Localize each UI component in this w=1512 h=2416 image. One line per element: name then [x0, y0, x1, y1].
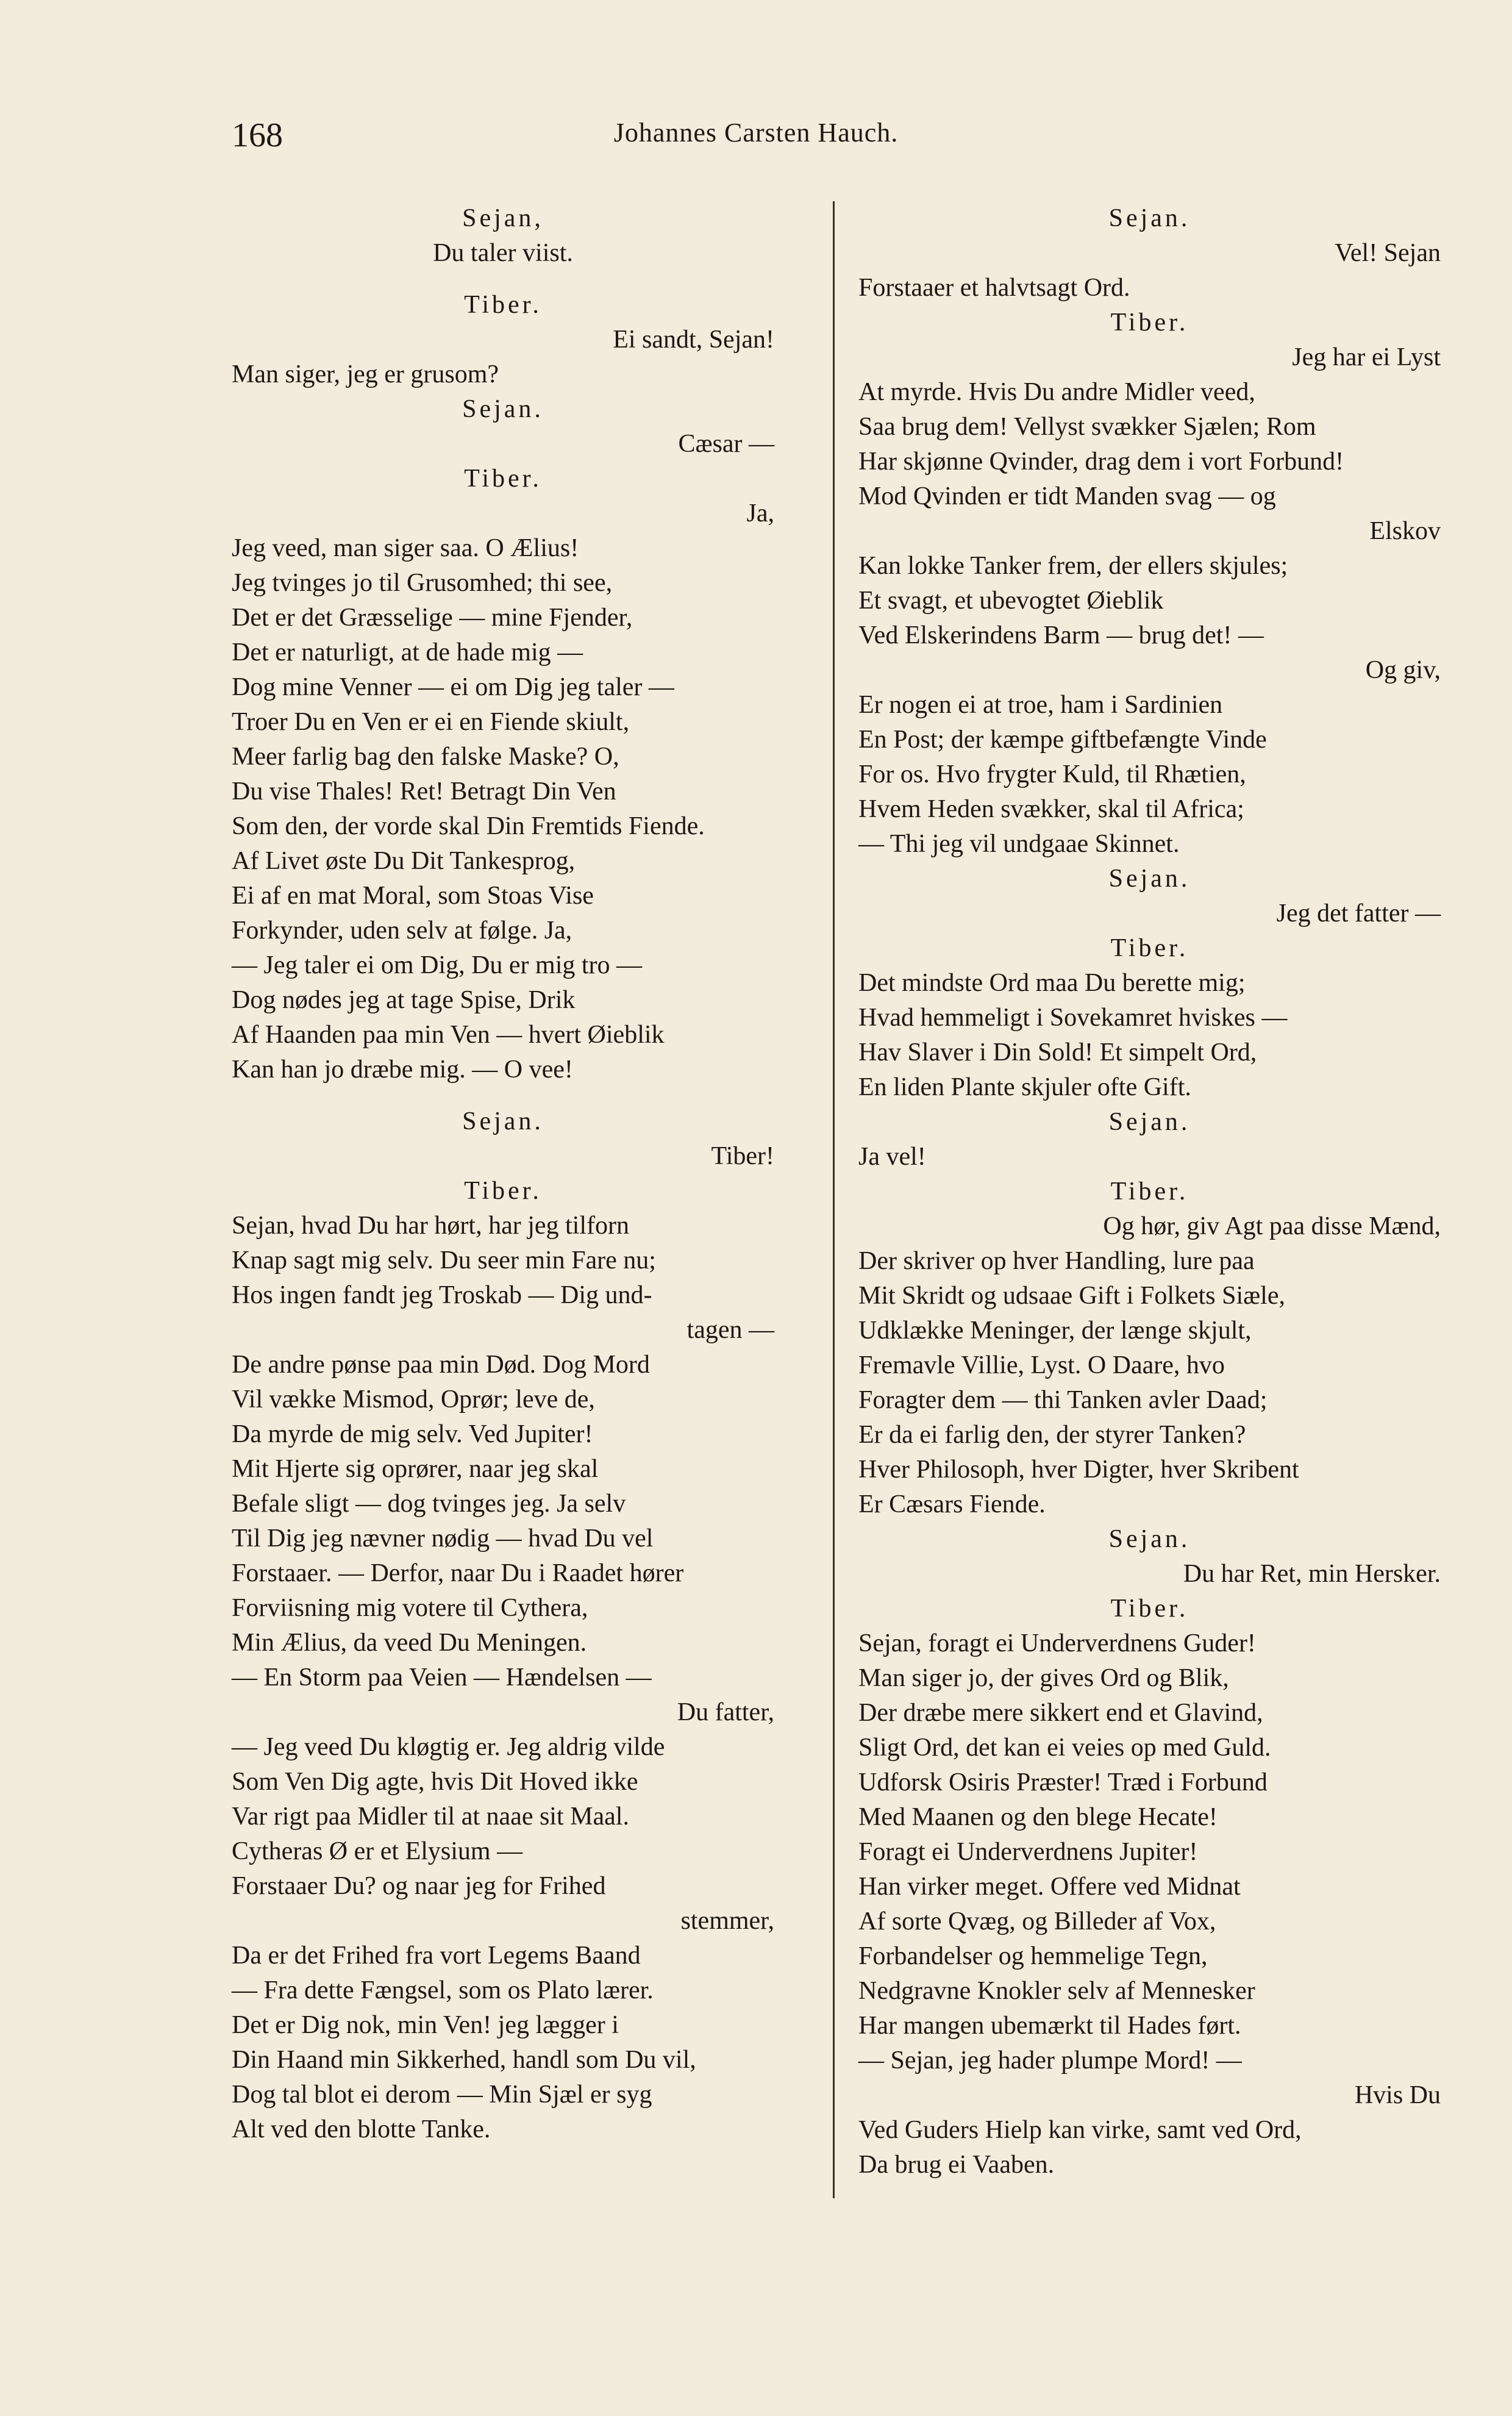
- verse-line: Jeg det fatter —: [1276, 899, 1441, 927]
- speaker-name: Sejan.: [1108, 204, 1191, 232]
- verse-line: Det er naturligt, at de hade mig —: [232, 638, 583, 667]
- verse-line: — Jeg veed Du kløgtig er. Jeg aldrig vilde: [232, 1733, 665, 1761]
- verse-line: Som den, der vorde skal Din Fremtids Fiende.: [232, 812, 705, 840]
- verse-line: Ei af en mat Moral, som Stoas Vise: [232, 882, 594, 910]
- verse-line: Da er det Frihed fra vort Legems Baand: [232, 1942, 641, 1970]
- speaker-name: Tiber.: [1110, 1178, 1189, 1206]
- verse-line: Forbandelser og hemmelige Tegn,: [858, 1942, 1208, 1970]
- verse-line: Knap sagt mig selv. Du seer min Fare nu;: [232, 1246, 656, 1274]
- verse-line: Med Maanen og den blege Hecate!: [858, 1803, 1218, 1831]
- verse-line: tagen —: [686, 1316, 774, 1344]
- verse-line: Saa brug dem! Vellyst svækker Sjælen; Rom: [858, 413, 1316, 441]
- verse-line: Dog tal blot ei derom — Min Sjæl er syg: [232, 2081, 652, 2109]
- speaker-name: Tiber.: [464, 291, 542, 319]
- verse-line: Af Livet øste Du Dit Tankesprog,: [232, 847, 576, 875]
- verse-line: Hos ingen fandt jeg Troskab — Dig und-: [232, 1281, 652, 1309]
- speaker-name: Sejan.: [1108, 865, 1191, 893]
- verse-line: Man siger jo, der gives Ord og Blik,: [858, 1664, 1229, 1692]
- verse-line: Udforsk Osiris Præster! Træd i Forbund: [858, 1768, 1268, 1796]
- verse-line: Ja,: [746, 499, 774, 527]
- verse-line: For os. Hvo frygter Kuld, til Rhætien,: [858, 760, 1246, 788]
- verse-line: Mit Hjerte sig oprører, naar jeg skal: [232, 1455, 599, 1483]
- verse-line: Har skjønne Qvinder, drag dem i vort Forbund!: [858, 448, 1344, 476]
- verse-line: Han virker meget. Offere ved Midnat: [858, 1873, 1241, 1901]
- verse-line: Da myrde de mig selv. Ved Jupiter!: [232, 1420, 593, 1448]
- verse-line: Er da ei farlig den, der styrer Tanken?: [858, 1421, 1246, 1449]
- verse-line: Udklække Meninger, der længe skjult,: [858, 1317, 1252, 1345]
- verse-line: Da brug ei Vaaben.: [858, 2151, 1055, 2179]
- speaker-name: Sejan.: [1108, 1525, 1191, 1553]
- running-head: Johannes Carsten Hauch.: [613, 118, 899, 148]
- verse-line: Og giv,: [1365, 656, 1441, 684]
- verse-line: — Thi jeg vil undgaae Skinnet.: [858, 830, 1180, 858]
- verse-line: Min Ælius, da veed Du Meningen.: [232, 1629, 587, 1657]
- speaker-name: Tiber.: [1110, 309, 1189, 337]
- verse-line: Af Haanden paa min Ven — hvert Øieblik: [232, 1021, 665, 1049]
- speaker-name: Sejan.: [462, 395, 544, 423]
- speaker-name: Sejan.: [1108, 1108, 1191, 1136]
- verse-line: — Jeg taler ei om Dig, Du er mig tro —: [232, 951, 643, 979]
- speaker-name: Sejan,: [462, 204, 544, 232]
- verse-line: Det er Dig nok, min Ven! jeg lægger i: [232, 2011, 619, 2039]
- speaker-name: Tiber.: [1110, 1595, 1189, 1623]
- verse-line: Og hør, giv Agt paa disse Mænd,: [1103, 1212, 1441, 1240]
- verse-line: Der dræbe mere sikkert end et Glavind,: [858, 1699, 1263, 1727]
- verse-line: Du taler viist.: [433, 239, 573, 267]
- right-column: [858, 201, 1441, 2182]
- verse-line: Sligt Ord, det kan ei veies op med Guld.: [858, 1734, 1271, 1762]
- verse-line: Det mindste Ord maa Du berette mig;: [858, 969, 1246, 997]
- verse-line: Fremavle Villie, Lyst. O Daare, hvo: [858, 1351, 1225, 1379]
- verse-line: Ved Guders Hielp kan virke, samt ved Ord,: [858, 2116, 1302, 2144]
- verse-line: — Sejan, jeg hader plumpe Mord! —: [858, 2046, 1242, 2075]
- verse-line: Sejan, hvad Du har hørt, har jeg tilforn: [232, 1212, 629, 1240]
- verse-line: At myrde. Hvis Du andre Midler veed,: [858, 378, 1255, 406]
- verse-line: Til Dig jeg nævner nødig — hvad Du vel: [232, 1524, 654, 1553]
- verse-line: Dog mine Venner — ei om Dig jeg taler —: [232, 673, 674, 701]
- verse-line: Mod Qvinden er tidt Manden svag — og: [858, 482, 1276, 510]
- verse-line: Du vise Thales! Ret! Betragt Din Ven: [232, 777, 616, 806]
- verse-line: Man siger, jeg er grusom?: [232, 360, 499, 388]
- verse-line: Alt ved den blotte Tanke.: [232, 2115, 491, 2143]
- speaker-name: Tiber.: [464, 1177, 542, 1205]
- verse-line: Er Cæsars Fiende.: [858, 1490, 1046, 1518]
- verse-line: Hvis Du: [1354, 2081, 1441, 2109]
- verse-line: Foragter dem — thi Tanken avler Daad;: [858, 1386, 1268, 1414]
- verse-line: Vel! Sejan: [1335, 239, 1441, 267]
- verse-line: Af sorte Qvæg, og Billeder af Vox,: [858, 1907, 1216, 1935]
- verse-line: Ved Elskerindens Barm — brug det! —: [858, 621, 1264, 649]
- verse-line: Kan han jo dræbe mig. — O vee!: [232, 1056, 573, 1084]
- verse-line: Som Ven Dig agte, hvis Dit Hoved ikke: [232, 1768, 638, 1796]
- verse-line: Du har Ret, min Hersker.: [1183, 1560, 1441, 1588]
- verse-line: Hvem Heden svækker, skal til Africa;: [858, 795, 1244, 823]
- verse-line: Jeg veed, man siger saa. O Ælius!: [232, 534, 579, 562]
- verse-line: Ja vel!: [858, 1143, 926, 1171]
- verse-line: Sejan, foragt ei Underverdnens Guder!: [858, 1629, 1256, 1657]
- verse-line: Elskov: [1369, 517, 1441, 545]
- verse-line: Forstaaer Du? og naar jeg for Frihed: [232, 1872, 606, 1900]
- verse-line: Var rigt paa Midler til at naae sit Maal.: [232, 1803, 629, 1831]
- verse-line: stemmer,: [680, 1907, 774, 1935]
- verse-line: Meer farlig bag den falske Maske? O,: [232, 743, 619, 771]
- verse-line: Din Haand min Sikkerhed, handl som Du vil,: [232, 2046, 696, 2074]
- verse-line: Mit Skridt og udsaae Gift i Folkets Siæle,: [858, 1282, 1285, 1310]
- verse-line: Du fatter,: [677, 1698, 774, 1726]
- verse-line: Vil vække Mismod, Oprør; leve de,: [232, 1385, 595, 1414]
- verse-line: Forstaaer et halvtsagt Ord.: [858, 274, 1130, 302]
- verse-line: Jeg tvinges jo til Grusomhed; thi see,: [232, 569, 613, 597]
- verse-line: Befale sligt — dog tvinges jeg. Ja selv: [232, 1490, 626, 1518]
- verse-line: Hvad hemmeligt i Sovekamret hviskes —: [858, 1004, 1288, 1032]
- verse-line: Forstaaer. — Derfor, naar Du i Raadet hører: [232, 1559, 684, 1587]
- verse-line: Tiber!: [711, 1142, 774, 1170]
- column-divider: [833, 201, 835, 2198]
- verse-line: Et svagt, et ubevogtet Øieblik: [858, 587, 1164, 615]
- verse-line: Hver Philosoph, hver Digter, hver Skribent: [858, 1456, 1299, 1484]
- verse-line: Jeg har ei Lyst: [1292, 343, 1441, 371]
- speaker-name: Tiber.: [464, 465, 542, 493]
- verse-line: En liden Plante skjuler ofte Gift.: [858, 1073, 1191, 1101]
- verse-line: — Fra dette Fængsel, som os Plato lærer.: [232, 1976, 654, 2004]
- verse-line: Dog nødes jeg at tage Spise, Drik: [232, 986, 576, 1014]
- left-column: [232, 201, 774, 2147]
- verse-line: Det er det Græsselige — mine Fjender,: [232, 604, 633, 632]
- verse-line: Har mangen ubemærkt til Hades ført.: [858, 2012, 1241, 2040]
- speaker-name: Sejan.: [462, 1107, 544, 1135]
- verse-line: En Post; der kæmpe giftbefængte Vinde: [858, 726, 1267, 754]
- verse-line: Troer Du en Ven er ei en Fiende skiult,: [232, 708, 630, 736]
- verse-line: Cytheras Ø er et Elysium —: [232, 1837, 523, 1865]
- verse-line: Hav Slaver i Din Sold! Et simpelt Ord,: [858, 1038, 1257, 1067]
- verse-line: Er nogen ei at troe, ham i Sardinien: [858, 691, 1223, 719]
- verse-line: Forkynder, uden selv at følge. Ja,: [232, 917, 572, 945]
- verse-line: De andre pønse paa min Død. Dog Mord: [232, 1351, 650, 1379]
- verse-line: Ei sandt, Sejan!: [613, 326, 774, 354]
- verse-line: — En Storm paa Veien — Hændelsen —: [232, 1664, 652, 1692]
- page-number: 168: [232, 116, 283, 154]
- verse-line: Nedgravne Knokler selv af Mennesker: [858, 1977, 1255, 2005]
- speaker-name: Tiber.: [1110, 934, 1189, 962]
- verse-line: Forviisning mig votere til Cythera,: [232, 1594, 588, 1622]
- verse-line: Der skriver op hver Handling, lure paa: [858, 1247, 1255, 1275]
- verse-line: Foragt ei Underverdnens Jupiter!: [858, 1838, 1198, 1866]
- verse-line: Kan lokke Tanker frem, der ellers skjules;: [858, 552, 1288, 580]
- verse-line: Cæsar —: [678, 430, 774, 458]
